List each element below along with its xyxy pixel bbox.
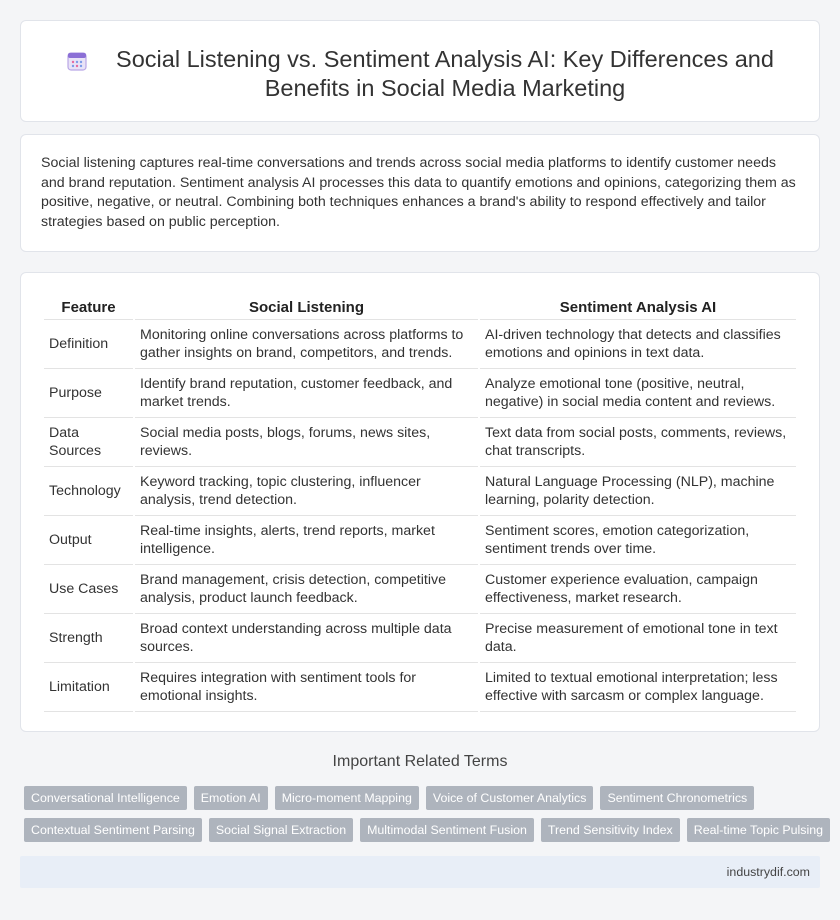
row-social-listening: Broad context understanding across multiple data sources.	[135, 614, 478, 663]
row-feature: Data Sources	[44, 418, 133, 467]
row-social-listening: Requires integration with sentiment tools for emotional insights.	[135, 663, 478, 712]
header-sentiment-analysis: Sentiment Analysis AI	[480, 296, 796, 320]
row-feature: Definition	[44, 320, 133, 369]
header-card	[20, 20, 820, 122]
calendar-icon	[65, 49, 89, 73]
related-term-tag[interactable]: Trend Sensitivity Index	[541, 818, 680, 842]
table-row	[44, 369, 796, 418]
intro-card	[20, 134, 820, 252]
related-terms-heading: Important Related Terms	[332, 753, 508, 770]
related-term-tag[interactable]: Voice of Customer Analytics	[426, 786, 594, 810]
table-row	[44, 320, 796, 369]
row-sentiment-analysis: Limited to textual emotional interpretation; less effective with sarcasm or complex language.	[480, 663, 796, 712]
row-sentiment-analysis: Analyze emotional tone (positive, neutral, negative) in social media content and reviews.	[480, 369, 796, 418]
row-social-listening: Real-time insights, alerts, trend reports, market intelligence.	[135, 516, 478, 565]
row-social-listening: Identify brand reputation, customer feedback, and market trends.	[135, 369, 478, 418]
header-social-listening: Social Listening	[135, 296, 478, 320]
related-term-tag[interactable]: Multimodal Sentiment Fusion	[360, 818, 534, 842]
row-feature: Limitation	[44, 663, 133, 712]
table-row	[44, 565, 796, 614]
row-social-listening: Social media posts, blogs, forums, news sites, reviews.	[135, 418, 478, 467]
table-header-row	[44, 296, 796, 320]
comparison-table	[42, 296, 798, 712]
related-term-tag[interactable]: Social Signal Extraction	[209, 818, 353, 842]
tag-row	[24, 786, 824, 810]
table-row	[44, 467, 796, 516]
page-title: Social Listening vs. Sentiment Analysis AI: Key Differences and Benefits in Social Media Marketing	[116, 46, 774, 101]
row-social-listening: Keyword tracking, topic clustering, influencer analysis, trend detection.	[135, 467, 478, 516]
tag-row	[24, 818, 824, 842]
related-term-tag[interactable]: Contextual Sentiment Parsing	[24, 818, 202, 842]
table-row	[44, 516, 796, 565]
row-sentiment-analysis: AI-driven technology that detects and classifies emotions and opinions in text data.	[480, 320, 796, 369]
related-term-tag[interactable]: Micro-moment Mapping	[275, 786, 419, 810]
row-social-listening: Monitoring online conversations across platforms to gather insights on brand, competitors, and trends.	[135, 320, 478, 369]
row-feature: Technology	[44, 467, 133, 516]
row-sentiment-analysis: Text data from social posts, comments, reviews, chat transcripts.	[480, 418, 796, 467]
table-row	[44, 418, 796, 467]
related-term-tag[interactable]: Real-time Topic Pulsing	[687, 818, 830, 842]
row-sentiment-analysis: Natural Language Processing (NLP), machine learning, polarity detection.	[480, 467, 796, 516]
row-sentiment-analysis: Customer experience evaluation, campaign effectiveness, market research.	[480, 565, 796, 614]
related-terms-tags	[24, 786, 824, 850]
row-sentiment-analysis: Precise measurement of emotional tone in text data.	[480, 614, 796, 663]
row-feature: Output	[44, 516, 133, 565]
footer	[20, 856, 820, 888]
row-feature: Purpose	[44, 369, 133, 418]
intro-paragraph: Social listening captures real-time conversations and trends across social media platforms to identify customer needs and brand reputation. Sentiment analysis AI processes this data to quantify emotions and opinions, categorizing them as positive, negative, or neutral. Combining both techniques enhances a brand's ability to respond effectively and tailor strategies based on public perception.	[41, 155, 796, 230]
header-feature: Feature	[44, 296, 133, 320]
table-row	[44, 663, 796, 712]
footer-site-link[interactable]: industrydif.com	[726, 865, 810, 879]
table-row	[44, 614, 796, 663]
related-term-tag[interactable]: Conversational Intelligence	[24, 786, 187, 810]
row-sentiment-analysis: Sentiment scores, emotion categorization, sentiment trends over time.	[480, 516, 796, 565]
title-row	[21, 45, 819, 103]
comparison-table-card	[20, 272, 820, 732]
row-feature: Use Cases	[44, 565, 133, 614]
row-social-listening: Brand management, crisis detection, competitive analysis, product launch feedback.	[135, 565, 478, 614]
row-feature: Strength	[44, 614, 133, 663]
related-term-tag[interactable]: Emotion AI	[194, 786, 268, 810]
related-term-tag[interactable]: Sentiment Chronometrics	[600, 786, 754, 810]
